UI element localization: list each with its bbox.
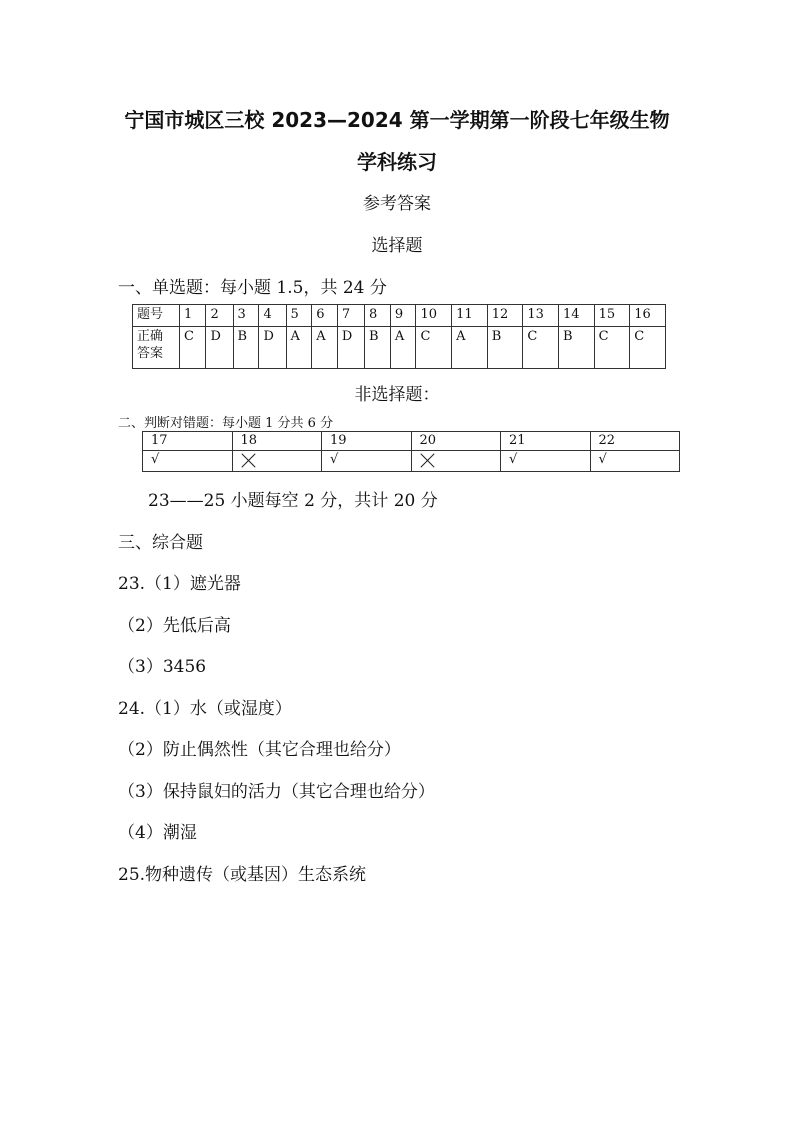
table-cell: D xyxy=(206,327,233,369)
table-cell: A xyxy=(312,327,338,369)
table-cell: 1 xyxy=(180,305,206,327)
table-cell: 13 xyxy=(523,305,559,327)
cross-icon xyxy=(420,453,436,467)
part2-heading: 二、判断对错题：每小题 1 分共 6 分 xyxy=(118,416,334,431)
answer-table-choice xyxy=(132,304,666,369)
answer-line: 23.（1）遮光器 xyxy=(118,574,241,594)
check-mark: √ xyxy=(322,451,412,472)
table-cell: 15 xyxy=(594,305,630,327)
part2-note: 23——25 小题每空 2 分，共计 20 分 xyxy=(148,491,438,511)
table-cell: 12 xyxy=(487,305,523,327)
answer-line: （2）防止偶然性（其它合理也给分） xyxy=(118,740,401,760)
answer-line: （4）潮湿 xyxy=(118,823,197,843)
table-header-answer: 正确答案 xyxy=(133,327,180,369)
table-cell: 16 xyxy=(630,305,666,327)
answer-line: 24.（1）水（或湿度） xyxy=(118,699,292,719)
table-cell: C xyxy=(630,327,666,369)
table-row-marks xyxy=(143,451,680,472)
table-cell: 8 xyxy=(364,305,390,327)
table-cell: A xyxy=(390,327,416,369)
table-cell: 20 xyxy=(411,432,501,451)
answer-line: （3）保持鼠妇的活力（其它合理也给分） xyxy=(118,782,435,802)
table-row-numbers xyxy=(143,432,680,451)
table-cell: C xyxy=(523,327,559,369)
check-mark: √ xyxy=(143,451,233,472)
table-cell xyxy=(232,451,322,472)
table-cell: C xyxy=(594,327,630,369)
table-cell: 9 xyxy=(390,305,416,327)
table-cell: 5 xyxy=(286,305,312,327)
table-cell: 17 xyxy=(143,432,233,451)
check-mark: √ xyxy=(590,451,680,472)
table-cell: 4 xyxy=(259,305,286,327)
table-cell: C xyxy=(416,327,452,369)
table-cell: 19 xyxy=(322,432,412,451)
table-cell: 10 xyxy=(416,305,452,327)
table-cell: A xyxy=(286,327,312,369)
table-cell: D xyxy=(337,327,364,369)
table-cell: B xyxy=(364,327,390,369)
section-choice: 选择题 xyxy=(371,236,423,256)
part3-heading: 三、综合题 xyxy=(118,533,203,553)
page-title-line-1: 宁国市城区三校 2023—2024 第一学期第一阶段七年级生物 xyxy=(124,108,670,132)
subtitle: 参考答案 xyxy=(363,194,431,214)
table-row-numbers xyxy=(133,305,666,327)
table-cell: B xyxy=(233,327,259,369)
check-mark: √ xyxy=(501,451,591,472)
table-cell xyxy=(411,451,501,472)
table-cell: 21 xyxy=(501,432,591,451)
table-cell: C xyxy=(180,327,206,369)
table-cell: 7 xyxy=(337,305,364,327)
table-cell: B xyxy=(558,327,594,369)
table-cell: B xyxy=(487,327,523,369)
answer-table-judgement xyxy=(142,431,680,472)
table-cell: 2 xyxy=(206,305,233,327)
table-row-answers xyxy=(133,327,666,369)
table-cell: 22 xyxy=(590,432,680,451)
answer-line: （3）3456 xyxy=(118,657,207,677)
table-cell: A xyxy=(452,327,488,369)
page-title-line-2: 学科练习 xyxy=(357,150,437,174)
table-cell: 18 xyxy=(232,432,322,451)
cross-icon xyxy=(241,453,257,467)
answer-line: 25.物种遗传（或基因）生态系统 xyxy=(118,865,367,885)
table-cell: 3 xyxy=(233,305,259,327)
table-cell: 11 xyxy=(452,305,488,327)
table-cell: 6 xyxy=(312,305,338,327)
part1-heading: 一、单选题：每小题 1.5，共 24 分 xyxy=(118,278,387,298)
answer-line: （2）先低后高 xyxy=(118,616,231,636)
table-cell: D xyxy=(259,327,286,369)
table-header-number: 题号 xyxy=(133,305,180,327)
table-cell: 14 xyxy=(558,305,594,327)
section-nonchoice: 非选择题： xyxy=(354,385,440,405)
